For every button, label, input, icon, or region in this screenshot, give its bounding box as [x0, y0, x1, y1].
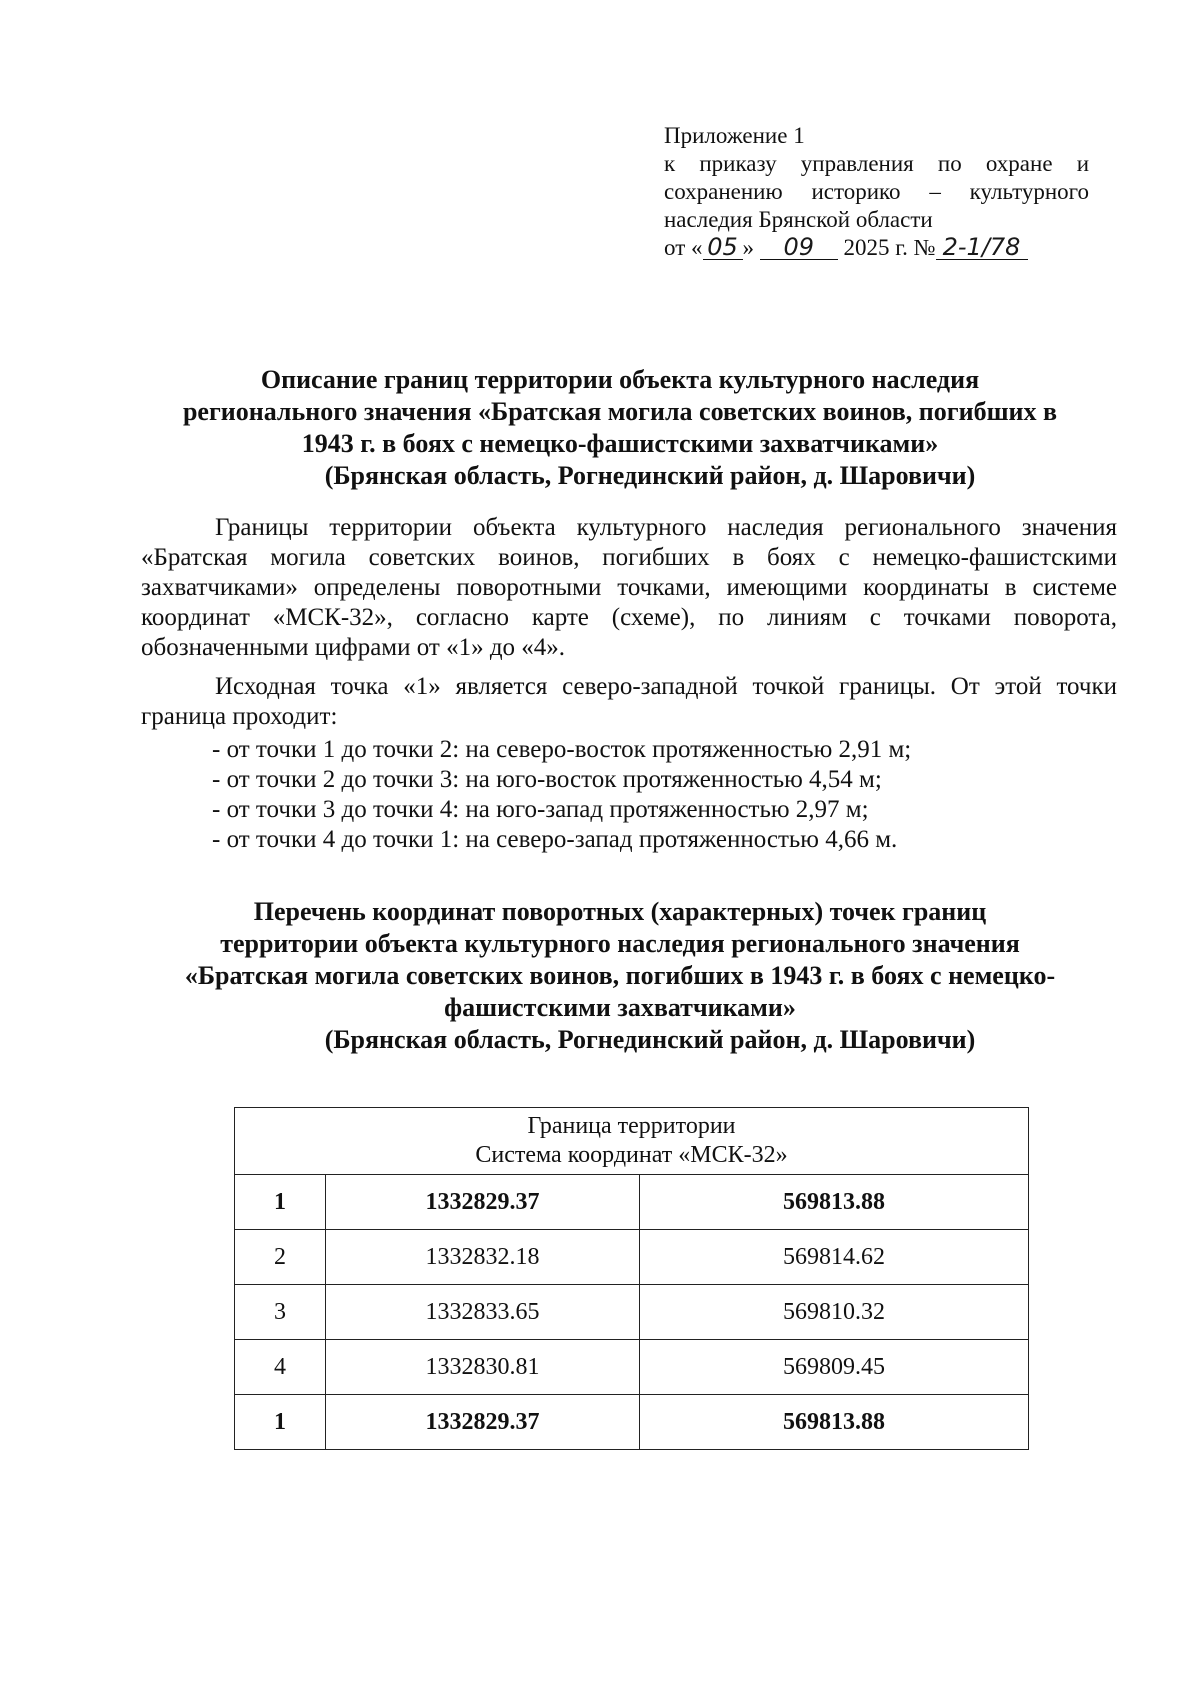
appendix-line-3: наследия Брянской области [664, 207, 933, 232]
table-header-cell [235, 1108, 1029, 1175]
table-header-line: Система координат «МСК-32» [475, 1142, 788, 1168]
appendix-line-1: к приказу управления по охране и [664, 151, 1089, 176]
segment-item: - от точки 1 до точки 2: на северо-восток протяженностью 2,91 м; [212, 736, 912, 763]
point-cell: 1 [235, 1175, 326, 1230]
segment-item: - от точки 2 до точки 3: на юго-восток протяженностью 4,54 м; [212, 766, 882, 793]
table-row [235, 1230, 1029, 1285]
x-coordinate-cell: 1332829.37 [326, 1395, 640, 1450]
description-title-line: 1943 г. в боях с немецко-фашистскими захватчиками» [301, 429, 939, 458]
appendix-title: Приложение 1 [664, 123, 805, 148]
y-coordinate-cell: 569814.62 [640, 1230, 1029, 1285]
description-title-line: регионального значения «Братская могила советских воинов, погибших в [182, 397, 1058, 426]
date-day-handwritten: 05 [703, 235, 743, 260]
coordinates-title-line: (Брянская область, Рогнединский район, д. Шаровичи) [324, 1025, 976, 1054]
y-coordinate-cell: 569813.88 [640, 1175, 1029, 1230]
description-title-line: (Брянская область, Рогнединский район, д. Шаровичи) [324, 461, 976, 490]
segment-list [212, 735, 911, 855]
point-cell: 4 [235, 1340, 326, 1395]
table-row [235, 1175, 1029, 1230]
date-month-handwritten: 09 [760, 235, 838, 260]
description-title [140, 364, 1100, 492]
table-header-line: Граница территории [527, 1113, 736, 1139]
coordinates-title [140, 896, 1100, 1056]
y-coordinate-cell: 569810.32 [640, 1285, 1029, 1340]
order-number-handwritten: 2-1/78 [936, 235, 1028, 260]
segment-item: - от точки 3 до точки 4: на юго-запад протяженностью 2,97 м; [212, 796, 869, 823]
x-coordinate-cell: 1332833.65 [326, 1285, 640, 1340]
point-cell: 2 [235, 1230, 326, 1285]
coordinates-table [234, 1107, 1029, 1450]
boundary-paragraph: Границы территории объекта культурного наследия регионального значения «Братская могила советских воинов, погибших в боях с немецко-фашистскими захватчиками» определены поворотными точками, имеющими координаты в системе координат «МСК-32», согласно карте (схеме), по линиям с точками поворота, обозначенными цифрами от «1» до «4». [141, 514, 1117, 661]
x-coordinate-cell: 1332832.18 [326, 1230, 640, 1285]
coordinates-title-line: фашистскими захватчиками» [444, 993, 796, 1022]
table-row [235, 1395, 1029, 1450]
table-row [235, 1285, 1029, 1340]
x-coordinate-cell: 1332829.37 [326, 1175, 640, 1230]
start-point-paragraph: Исходная точка «1» является северо-западной точкой границы. От этой точки граница проходит: [141, 673, 1117, 730]
appendix-line-2: сохранению историко – культурного [664, 179, 1089, 204]
segment-item: - от точки 4 до точки 1: на северо-запад протяженностью 4,66 м. [212, 826, 898, 853]
point-cell: 3 [235, 1285, 326, 1340]
coordinates-title-line: Перечень координат поворотных (характерных) точек границ [253, 897, 987, 926]
table-row [235, 1340, 1029, 1395]
y-coordinate-cell: 569813.88 [640, 1395, 1029, 1450]
point-cell: 1 [235, 1395, 326, 1450]
table-header-row [235, 1108, 1029, 1175]
date-year: 2025 г. № [843, 235, 936, 260]
date-prefix: от « [664, 235, 703, 260]
appendix-header [664, 122, 1089, 262]
x-coordinate-cell: 1332830.81 [326, 1340, 640, 1395]
description-title-line: Описание границ территории объекта культурного наследия [260, 365, 980, 394]
coordinates-title-line: «Братская могила советских воинов, погибших в 1943 г. в боях с немецко- [184, 961, 1056, 990]
appendix-date-line [664, 234, 1089, 262]
coordinates-title-line: территории объекта культурного наследия регионального значения [220, 929, 1020, 958]
date-mid: » [742, 235, 754, 260]
y-coordinate-cell: 569809.45 [640, 1340, 1029, 1395]
